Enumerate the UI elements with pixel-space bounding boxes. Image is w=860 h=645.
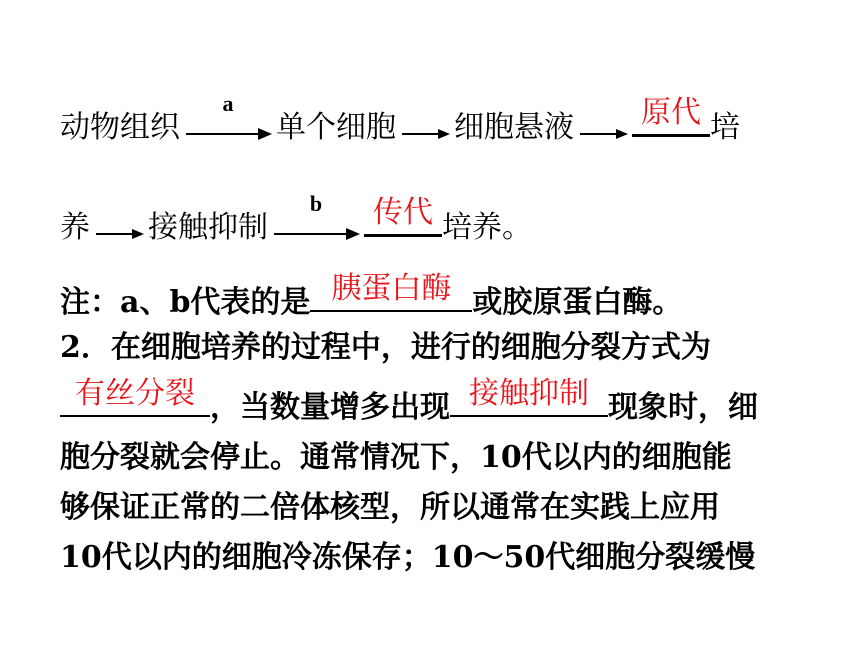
blank-mitosis — [60, 376, 210, 417]
arrow-label-b: b — [309, 191, 323, 216]
flow-line-2 — [60, 191, 532, 247]
question-text-5: 够保证正常的二倍体核型，所以通常在实践上应用 — [60, 490, 720, 525]
answer-primary: 原代 — [641, 95, 701, 130]
arrow-1 — [400, 111, 450, 147]
question-text-3: 现象时，细 — [608, 390, 758, 425]
question-text-6: 10代以内的细胞冷冻保存；10～50代细胞分裂缓慢 — [60, 540, 756, 575]
arrow-b — [272, 191, 360, 247]
note-text-2: 或胶原蛋白酶。 — [472, 285, 683, 320]
text-single-cell: 单个细胞 — [276, 110, 396, 145]
question-line-3 — [60, 440, 732, 476]
blank-enzyme — [310, 271, 472, 312]
blank-primary-culture — [632, 95, 710, 137]
flow-line-1 — [60, 91, 740, 147]
note-line — [60, 271, 683, 321]
answer-trypsin: 胰蛋白酶 — [331, 271, 452, 306]
question-line-1 — [60, 330, 711, 366]
question-line-4 — [60, 490, 720, 526]
answer-subculture: 传代 — [373, 195, 433, 230]
answer-contact-inhibition: 接触抑制 — [469, 376, 589, 411]
answer-mitosis: 有丝分裂 — [75, 376, 195, 411]
arrow-2 — [578, 111, 628, 147]
arrow-right-icon — [272, 227, 360, 241]
arrow-3 — [94, 211, 144, 247]
arrow-right-icon — [184, 127, 272, 141]
arrow-right-icon — [578, 127, 628, 141]
text-cell-suspension: 细胞悬液 — [454, 110, 574, 145]
question-text-4: 胞分裂就会停止。通常情况下，10代以内的细胞能 — [60, 440, 732, 475]
text-animal-tissue: 动物组织 — [60, 110, 180, 145]
question-text-1: 2．在细胞培养的过程中，进行的细胞分裂方式为 — [60, 330, 711, 365]
blank-contact-inhibition — [450, 376, 608, 417]
arrow-a — [184, 91, 272, 147]
text-culture-2: 培养。 — [442, 210, 532, 245]
note-text: 注：a、b代表的是 — [60, 285, 311, 320]
text-culture-1: 培 — [710, 110, 740, 145]
question-text-2: ，当数量增多出现 — [210, 390, 450, 425]
arrow-right-icon — [94, 227, 144, 241]
blank-subculture — [364, 195, 442, 237]
question-line-2 — [60, 376, 758, 426]
text-nourish: 养 — [60, 210, 90, 245]
question-line-5 — [60, 540, 755, 576]
arrow-label-a: a — [222, 91, 234, 116]
text-contact-inhibition: 接触抑制 — [148, 210, 268, 245]
arrow-right-icon — [400, 127, 450, 141]
